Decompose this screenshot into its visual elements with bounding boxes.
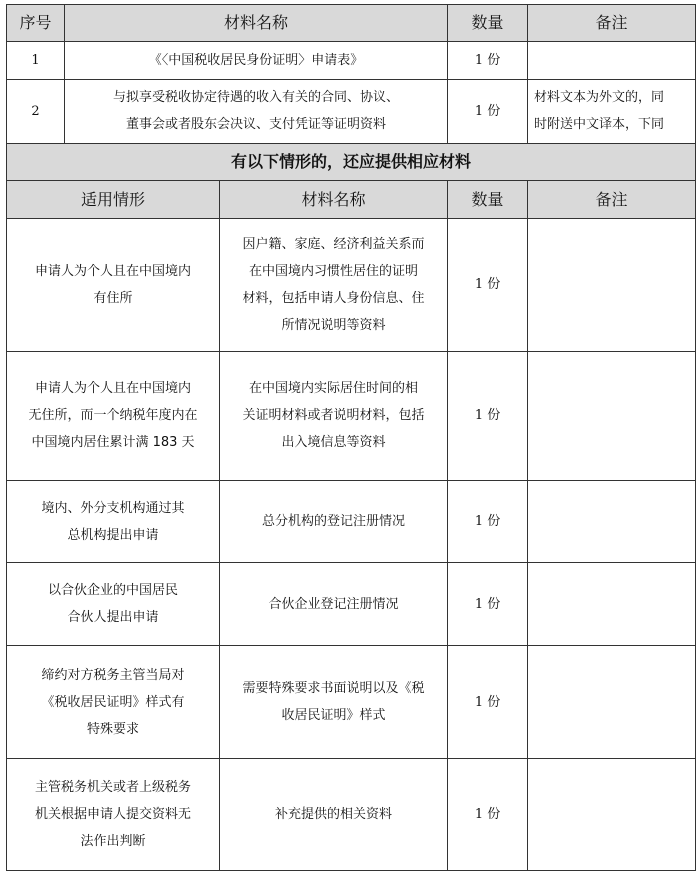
table-row [7,79,696,144]
section-banner-row [7,144,696,181]
table-row [7,759,696,871]
text-line: 时附送中文译本，下同 [534,117,665,133]
row-note [528,351,696,480]
materials-table [6,4,696,871]
text-line: 总分机构的登记注册情况 [262,514,406,530]
header-note: 备注 [528,5,696,42]
text-line: 以合伙企业的中国居民 [47,583,178,599]
row-note [528,480,696,563]
table-row [7,42,696,79]
header-row-1 [7,5,696,42]
row-situation [7,759,220,871]
text-line: 《税收居民证明》样式有 [41,694,185,710]
row-material-name [220,646,448,759]
table-row [7,218,696,351]
text-line: 材料文本为外文的，同 [534,90,665,106]
header-row-2 [7,181,696,218]
table-row [7,351,696,480]
row-quantity: 1 份 [448,563,528,646]
row-quantity: 1 份 [448,759,528,871]
row-material-name [220,563,448,646]
text-line: 收居民证明》样式 [281,708,386,724]
row-quantity: 1 份 [448,646,528,759]
row-material-name [220,218,448,351]
row-material-name [65,79,448,144]
header-quantity: 数量 [448,5,528,42]
text-line: 主管税务机关或者上级税务 [34,780,191,795]
text-line: 在中国境内习惯性居住的证明 [249,263,419,279]
text-line: 所情况说明等资料 [281,317,386,333]
row-note [528,218,696,351]
text-line: 因户籍、家庭、经济利益关系而 [242,236,425,252]
table-row [7,646,696,759]
text-line: 法作出判断 [80,834,146,849]
table-row [7,563,696,646]
text-line: 有住所 [93,290,133,306]
text-line: 补充提供的相关资料 [275,807,393,822]
text-line: 董事会或者股东会决议、支付凭证等证明资料 [126,117,387,133]
row-material-name [65,42,448,79]
row-quantity: 1 份 [448,480,528,563]
text-line: 缔约对方税务主管当局对 [41,667,185,683]
header-quantity: 数量 [448,181,528,218]
row-situation [7,563,220,646]
row-situation [7,480,220,563]
row-quantity: 1 份 [448,79,528,144]
row-situation [7,218,220,351]
row-quantity: 1 份 [448,218,528,351]
row-quantity: 1 份 [448,42,528,79]
header-seq: 序号 [7,5,65,42]
row-material-name [220,480,448,563]
text-line: 《〈中国税收居民身份证明〉申请表》 [148,52,364,68]
text-line: 申请人为个人且在中国境内 [34,263,191,279]
header-situation: 适用情形 [7,181,220,218]
text-line: 关证明材料或者说明材料，包括 [242,408,425,424]
text-line: 需要特殊要求书面说明以及《税 [242,681,425,697]
row-note [528,79,696,144]
text-line: 申请人为个人且在中国境内 [34,381,191,397]
text-line: 出入境信息等资料 [281,435,386,451]
text-line: 特殊要求 [86,721,139,737]
row-material-name [220,351,448,480]
row-seq: 1 [7,42,65,79]
header-material-name: 材料名称 [220,181,448,218]
text-line: 合伙企业登记注册情况 [268,596,399,612]
row-material-name [220,759,448,871]
row-note [528,759,696,871]
text-line: 无住所，而一个纳税年度内在 [28,408,198,424]
text-line: 与拟享受税收协定待遇的收入有关的合同、协议、 [113,90,400,106]
text-line: 材料，包括申请人身份信息、住 [242,290,425,306]
section-banner: 有以下情形的，还应提供相应材料 [7,144,696,181]
header-material-name: 材料名称 [65,5,448,42]
text-line: 中国境内居住累计满 183 天 [31,435,195,451]
row-note [528,42,696,79]
text-line: 合伙人提出申请 [67,610,159,626]
header-note: 备注 [528,181,696,218]
table-row [7,480,696,563]
text-line: 在中国境内实际居住时间的相 [249,381,419,397]
row-note [528,563,696,646]
row-seq: 2 [7,79,65,144]
row-situation [7,351,220,480]
text-line: 机关根据申请人提交资料无 [34,807,191,822]
row-situation [7,646,220,759]
text-line: 境内、外分支机构通过其 [41,500,185,516]
text-line: 总机构提出申请 [67,527,159,543]
row-note [528,646,696,759]
row-quantity: 1 份 [448,351,528,480]
